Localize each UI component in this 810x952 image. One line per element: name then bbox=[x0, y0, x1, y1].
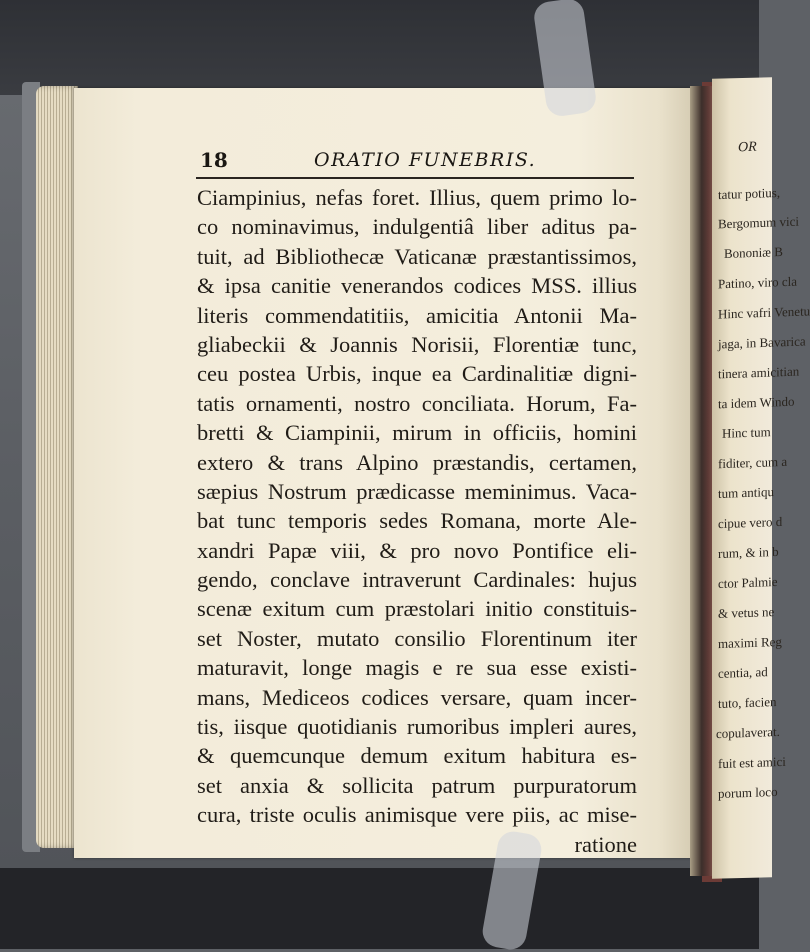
facing-page-line: fuit est amici bbox=[718, 753, 786, 772]
facing-page-line: centia, ad bbox=[718, 664, 768, 681]
text-line: & ipsa canitie venerandos codices MSS. illius bbox=[197, 273, 637, 299]
facing-page-line: maximi Reg bbox=[718, 633, 782, 652]
page-number: 18 bbox=[200, 148, 228, 172]
facing-page-line: Hinc vafri Venetu bbox=[718, 303, 810, 322]
facing-page-line: ctor Palmie bbox=[718, 573, 778, 592]
header-rule bbox=[196, 177, 634, 179]
facing-page-line: tatur potius, bbox=[718, 184, 781, 203]
text-line: bretti & Ciampinii, mirum in officiis, homini bbox=[197, 420, 637, 446]
text-line: tis, iisque quotidianis rumoribus impleri aures, bbox=[197, 714, 637, 740]
page-stack-edge bbox=[36, 86, 78, 848]
text-line: & quemcunque demum exitum habitura es- bbox=[197, 743, 637, 769]
page-header bbox=[196, 148, 634, 178]
text-line: gendo, conclave intraverunt Cardinales: hujus bbox=[197, 567, 637, 593]
text-line: co nominavimus, indulgentiâ liber aditus pa- bbox=[197, 214, 637, 240]
text-line: literis commendatitiis, amicitia Antonii Ma- bbox=[197, 302, 637, 328]
text-line: sæpius Nostrum prædicasse meminimus. Vaca- bbox=[197, 478, 637, 504]
text-line: set anxia & sollicita patrum purpuratorum bbox=[197, 772, 637, 798]
facing-page-line: Patino, viro cla bbox=[718, 273, 798, 292]
facing-page-line: porum loco bbox=[718, 783, 778, 802]
text-line: maturavit, longe magis e re sua esse existi- bbox=[197, 655, 637, 681]
body-text bbox=[197, 183, 637, 859]
facing-page-line: tum antiqu bbox=[718, 484, 774, 501]
facing-page-line: Hinc tum bbox=[722, 424, 771, 441]
facing-page-line: cipue vero d bbox=[718, 513, 783, 532]
facing-page-line: rum, & in b bbox=[718, 543, 779, 562]
text-line: ceu postea Urbis, inque ea Cardinalitiæ digni- bbox=[197, 361, 637, 387]
facing-page-head: OR bbox=[738, 139, 757, 156]
facing-page-line: jaga, in Bavarica bbox=[718, 333, 806, 352]
catchword: ratione bbox=[574, 831, 637, 857]
text-line: Ciampinius, nefas foret. Illius, quem primo lo- bbox=[197, 185, 637, 210]
running-head: ORATIO FUNEBRIS. bbox=[314, 149, 537, 171]
facing-page-line: & vetus ne bbox=[718, 604, 775, 621]
text-line: bat tunc temporis sedes Romana, morte Ale- bbox=[197, 508, 637, 534]
text-line: tuit, ad Bibliothecæ Vaticanæ præstantissimos, bbox=[197, 243, 637, 269]
facing-page-line: ta idem Windo bbox=[718, 393, 795, 412]
text-line: gliabeckii & Joannis Norisii, Florentiæ tunc, bbox=[197, 331, 637, 357]
facing-page-line: tuto, facien bbox=[718, 693, 777, 712]
text-line: cura, triste oculis animisque vere piis, ac mise- bbox=[197, 802, 637, 828]
facing-page-line: Bergomum vici bbox=[718, 213, 800, 232]
text-line: extero & trans Alpino præstandis, certamen, bbox=[197, 449, 637, 475]
text-line: scenæ exitum cum præstolari initio constituis- bbox=[197, 596, 637, 622]
glass-plate-top bbox=[0, 0, 759, 95]
facing-page-line: fiditer, cum a bbox=[718, 453, 788, 472]
facing-page-line: tinera amicitian bbox=[718, 363, 800, 382]
facing-page-line: Bononiæ B bbox=[724, 243, 783, 262]
facing-page-line: copulaverat. bbox=[716, 723, 780, 742]
text-line: set Noster, mutato consilio Florentinum iter bbox=[197, 625, 637, 651]
text-line: xandri Papæ viii, & pro novo Pontifice eli- bbox=[197, 537, 637, 563]
text-line: tatis ornamenti, nostro conciliata. Horum, Fa- bbox=[197, 390, 637, 416]
glass-plate-bottom bbox=[0, 868, 759, 949]
text-line: mans, Mediceos codices versare, quam incer- bbox=[197, 684, 637, 710]
